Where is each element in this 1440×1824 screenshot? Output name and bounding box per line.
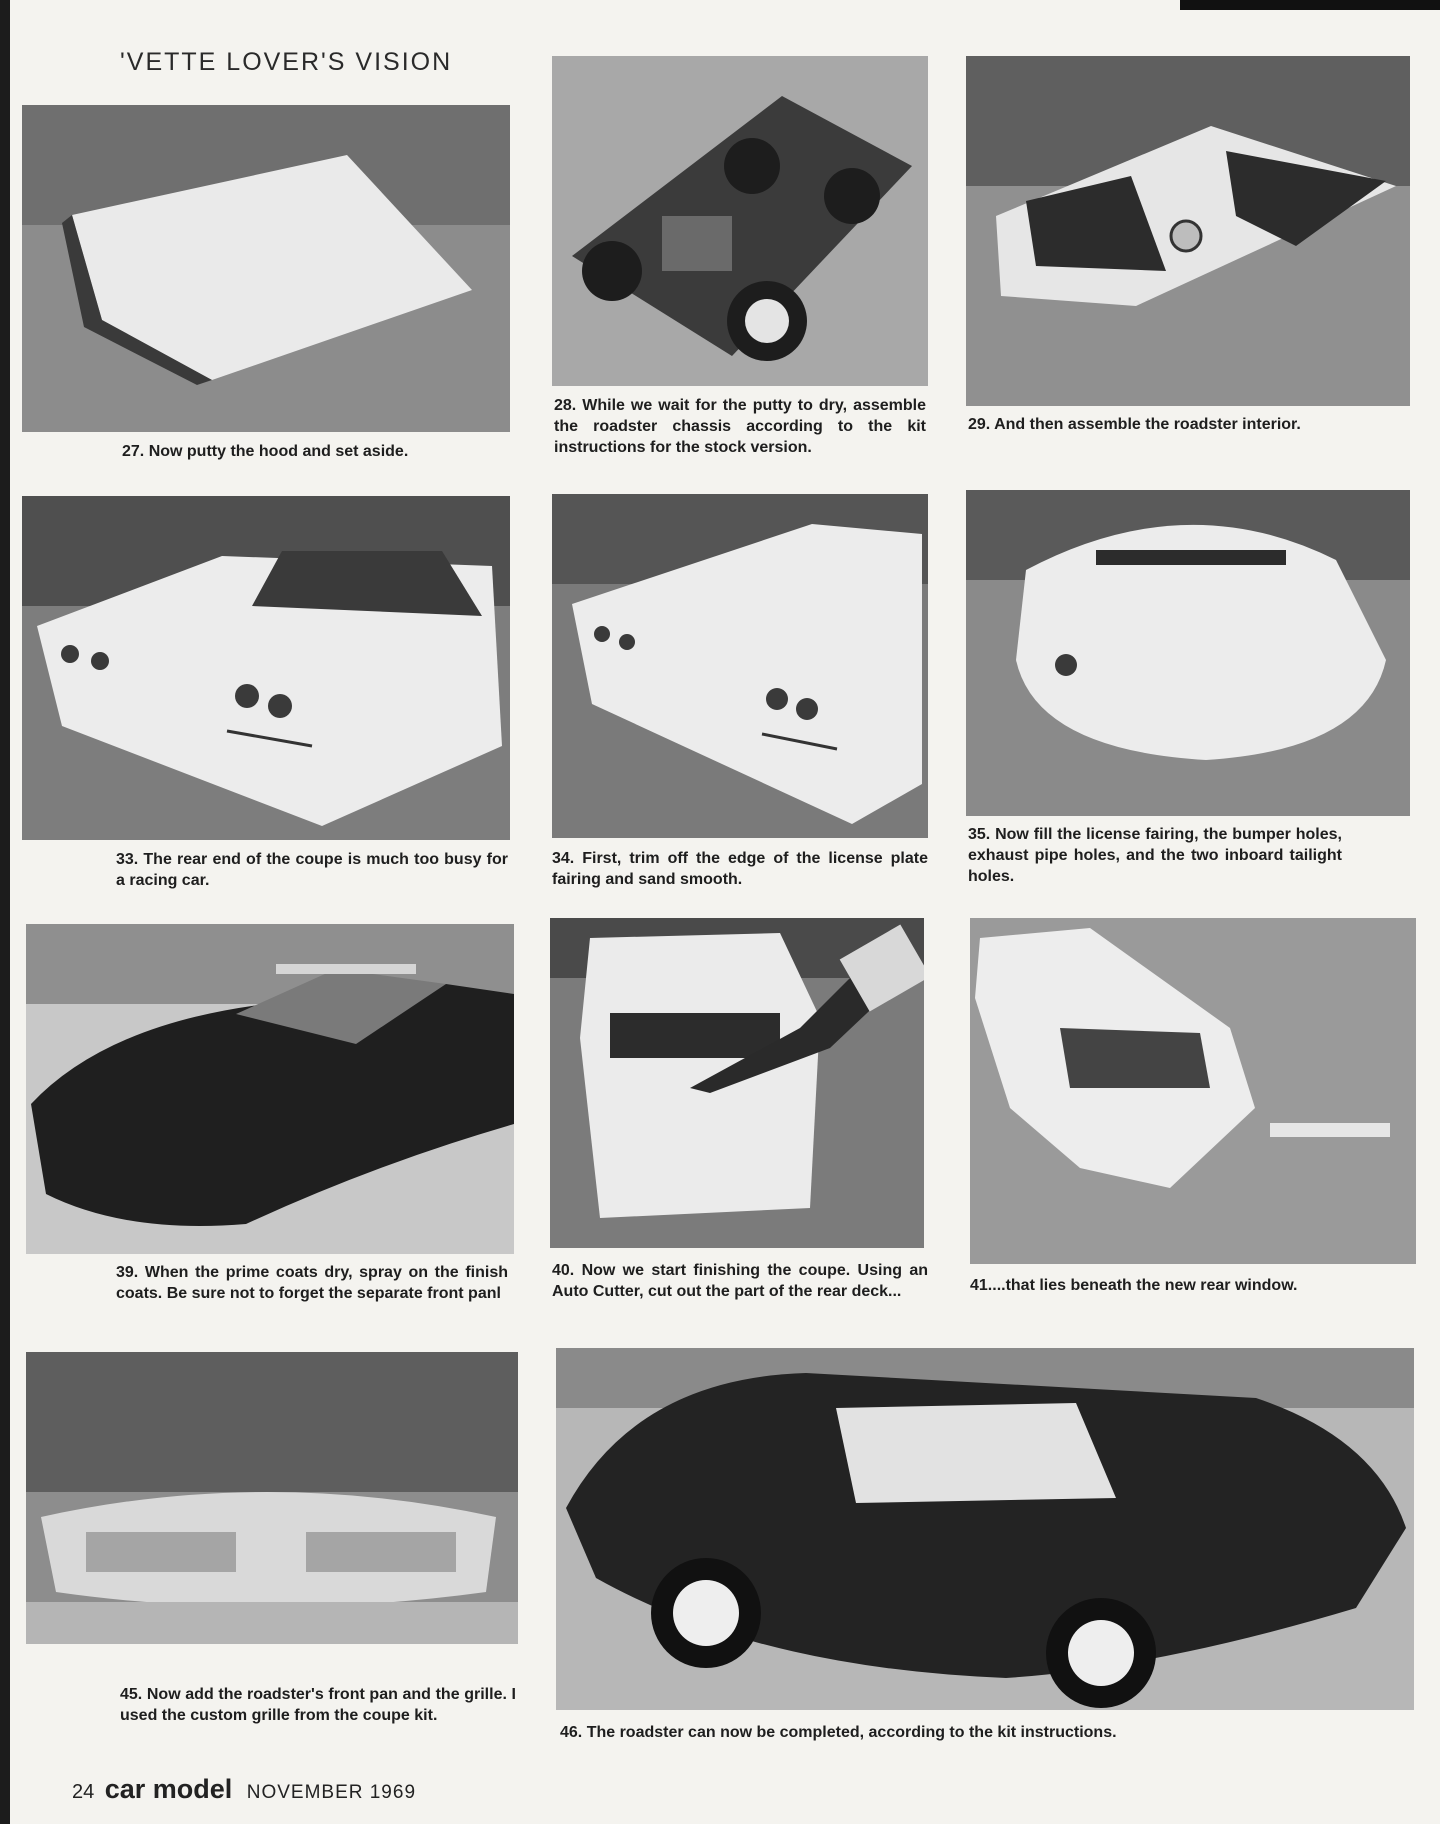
caption-34: 34. First, trim off the edge of the license plate fairing and sand smooth. [552, 850, 928, 888]
caption-39: 39. When the prime coats dry, spray on the finish coats. Be sure not to forget the separate front panl [116, 1264, 508, 1302]
caption-27: 27. Now putty the hood and set aside. [122, 443, 409, 460]
caption-41: 41....that lies beneath the new rear window. [970, 1277, 1298, 1294]
photo-46-completed-roadster [556, 1348, 1414, 1710]
scan-edge-top [1180, 0, 1440, 10]
caption-29: 29. And then assemble the roadster interior. [968, 416, 1301, 433]
scan-edge-left [0, 0, 10, 1824]
issue-date: NOVEMBER 1969 [246, 1782, 417, 1803]
caption-46: 46. The roadster can now be completed, according to the kit instructions. [560, 1724, 1117, 1741]
photo-40-auto-cutter [550, 918, 924, 1248]
magazine-name: car model [104, 1774, 233, 1804]
article-title: 'VETTE LOVER'S VISION [120, 48, 453, 76]
photo-34-trimmed-rear [552, 494, 928, 838]
photo-35-filled-rear [966, 490, 1410, 816]
photo-39-finish-coat [26, 924, 514, 1254]
page-footer [72, 1774, 416, 1805]
photo-41-rear-window [970, 918, 1416, 1264]
caption-45: 45. Now add the roadster's front pan and the grille. I used the custom grille from the coupe kit. [120, 1686, 516, 1724]
photo-28-chassis [552, 56, 928, 386]
caption-28: 28. While we wait for the putty to dry, assemble the roadster chassis according to the kit instructions for the stock version. [554, 397, 926, 456]
photo-27-hood [22, 105, 510, 432]
photo-45-front-pan [26, 1352, 518, 1644]
photo-29-interior [966, 56, 1410, 406]
caption-35: 35. Now fill the license fairing, the bumper holes, exhaust pipe holes, and the two inboard tailight holes. [968, 826, 1342, 885]
photo-33-rear-end [22, 496, 510, 840]
page-number: 24 [72, 1781, 95, 1803]
caption-40: 40. Now we start finishing the coupe. Using an Auto Cutter, cut out the part of the rear deck... [552, 1262, 928, 1300]
caption-33: 33. The rear end of the coupe is much too busy for a racing car. [116, 851, 508, 889]
